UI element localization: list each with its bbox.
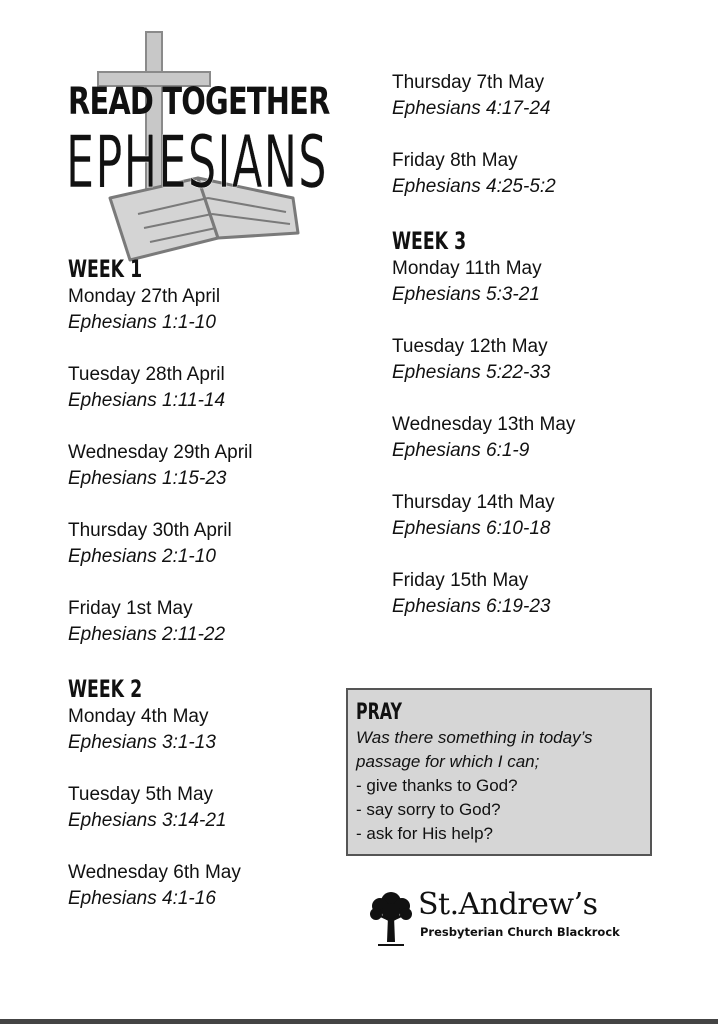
reading-day: Tuesday 28th April [68,364,225,385]
reading-day: Friday 15th May [392,570,529,591]
reading-passage: Ephesians 6:19-23 [392,596,551,617]
left-column [68,254,348,938]
reading-passage: Ephesians 3:14-21 [68,810,227,831]
reading-entry [392,334,672,386]
reading-day: Thursday 30th April [68,520,232,541]
reading-passage: Ephesians 2:11-22 [68,624,226,645]
week-1-heading: WEEK 1 [68,255,143,283]
pray-item: - say sorry to God? [356,800,501,819]
church-logo [368,886,658,950]
reading-entry [68,860,348,912]
reading-day: Thursday 7th May [392,72,545,93]
week-3-heading: WEEK 3 [392,227,467,255]
pray-item: - give thanks to God? [356,776,518,795]
reading-passage: Ephesians 1:1-10 [68,312,216,333]
reading-passage: Ephesians 5:22-33 [392,362,551,383]
pray-question: Was there something in today’s passage for which I can; [356,728,593,771]
reading-day: Tuesday 5th May [68,784,214,805]
pray-box [346,688,652,856]
reading-day: Monday 4th May [68,706,209,727]
bottom-rule [0,1019,718,1024]
reading-passage: Ephesians 1:11-14 [68,390,226,411]
reading-passage: Ephesians 4:17-24 [392,98,551,119]
reading-day: Monday 27th April [68,286,221,307]
reading-passage: Ephesians 6:1-9 [392,440,530,461]
reading-entry [68,362,348,414]
reading-entry [68,440,348,492]
reading-passage: Ephesians 2:1-10 [68,546,216,567]
reading-entry [392,148,672,200]
reading-entry [68,596,348,648]
reading-passage: Ephesians 6:10-18 [392,518,551,539]
reading-entry [392,490,672,542]
reading-passage: Ephesians 4:25-5:2 [392,176,556,197]
pray-title: PRAY [356,700,403,725]
reading-day: Friday 8th May [392,150,518,171]
week-2-heading: WEEK 2 [68,675,143,703]
reading-passage: Ephesians 4:1-16 [68,888,216,909]
pray-item: - ask for His help? [356,824,493,843]
tree-icon [368,888,414,946]
reading-entry [68,518,348,570]
church-subtitle: Presbyterian Church Blackrock [420,925,620,939]
right-column [392,70,672,646]
reading-day: Thursday 14th May [392,492,555,513]
title-ephesians: EPHESIANS [66,120,328,204]
reading-entry [392,256,672,308]
church-name: St.Andrew’s [418,887,598,922]
reading-entry [392,412,672,464]
reading-entry [68,284,348,336]
reading-day: Monday 11th May [392,258,542,279]
title-read-together: READ TOGETHER [68,80,330,123]
reading-passage: Ephesians 1:15-23 [68,468,227,489]
reading-entry [392,568,672,620]
reading-entry [68,782,348,834]
reading-day: Wednesday 6th May [68,862,241,883]
reading-day: Wednesday 29th April [68,442,253,463]
reading-passage: Ephesians 3:1-13 [68,732,216,753]
reading-day: Friday 1st May [68,598,193,619]
reading-entry [68,704,348,756]
reading-passage: Ephesians 5:3-21 [392,284,540,305]
reading-day: Wednesday 13th May [392,414,576,435]
reading-day: Tuesday 12th May [392,336,548,357]
reading-entry [392,70,672,122]
